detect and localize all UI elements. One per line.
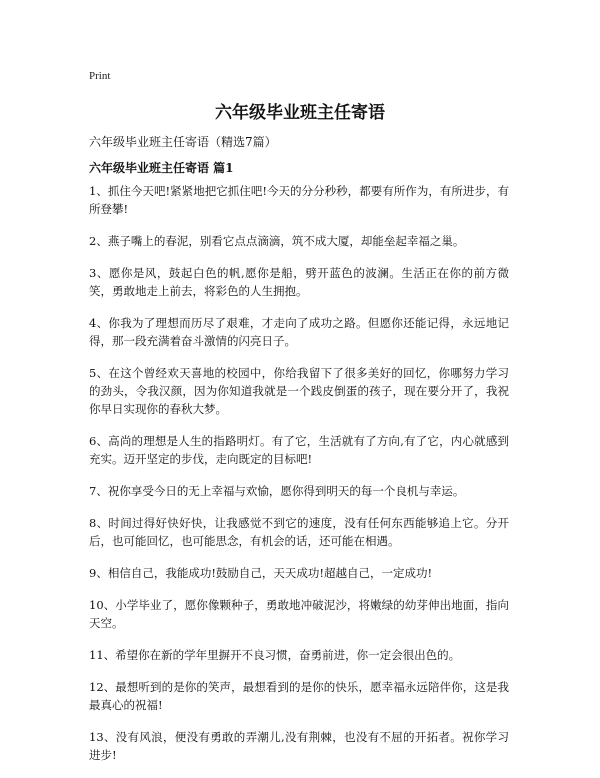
list-item: 8、时间过得好快好快，让我感觉不到它的速度，没有任何东西能够追上它。分开后，也可能回忆，也可能思念，有机会的话，还可能在相遇。 xyxy=(89,516,509,548)
list-item: 6、高尚的理想是人生的指路明灯。有了它，生活就有了方向,有了它，内心就感到充实。迈开坚定的步伐，走向既定的目标吧! xyxy=(89,434,509,466)
list-item: 13、没有风浪，便没有勇敢的弄潮儿,没有荆棘，也没有不屈的开拓者。祝你学习进步! xyxy=(89,730,509,762)
list-item: 4、你我为了理想而历尽了艰难，才走向了成功之路。但愿你还能记得，永远地记得，那一段充满着奋斗激情的闪亮日子。 xyxy=(89,316,509,348)
list-item: 10、小学毕业了，愿你像颗种子，勇敢地冲破泥沙，将嫩绿的幼芽伸出地面，指向天空。 xyxy=(89,598,509,630)
section-heading: 六年级毕业班主任寄语 篇1 xyxy=(89,161,234,175)
list-item: 7、祝你享受今日的无上幸福与欢愉，愿你得到明天的每一个良机与幸运。 xyxy=(89,484,465,498)
message-list xyxy=(89,182,509,778)
list-item: 5、在这个曾经欢天喜地的校园中，你给我留下了很多美好的回忆，你哪努力学习的劲头，令我汉颜，因为你知道我就是一个践皮倒蛋的孩子，现在要分开了，我祝你早日实现你的春秋大梦。 xyxy=(89,366,509,416)
list-item: 11、希望你在新的学年里摒开不良习惯，奋勇前进，你一定会很出色的。 xyxy=(89,648,461,662)
list-item: 9、相信自己，我能成功!鼓励自己，天天成功!超越自己，一定成功! xyxy=(89,566,433,580)
list-item: 2、燕子嘴上的春泥，别看它点点滴滴，筑不成大厦，却能垒起幸福之巢。 xyxy=(89,234,465,248)
page-title: 六年级毕业班主任寄语 xyxy=(215,103,385,123)
list-item: 3、愿你是风，鼓起白色的帆,愿你是船，劈开蓝色的波澜。生活正在你的前方微笑，勇敢地走上前去，将彩色的人生拥抱。 xyxy=(89,266,509,298)
list-item: 1、抓住今天吧!紧紧地把它抓住吧!今天的分分秒秒，都要有所作为，有所进步，有所登攀! xyxy=(89,184,509,216)
print-link[interactable]: Print xyxy=(89,70,111,82)
document-subtitle: 六年级毕业班主任寄语（精选7篇） xyxy=(89,135,277,149)
list-item: 12、最想听到的是你的笑声，最想看到的是你的快乐，愿幸福永远陪伴你，这是我最真心的祝福! xyxy=(89,680,509,712)
